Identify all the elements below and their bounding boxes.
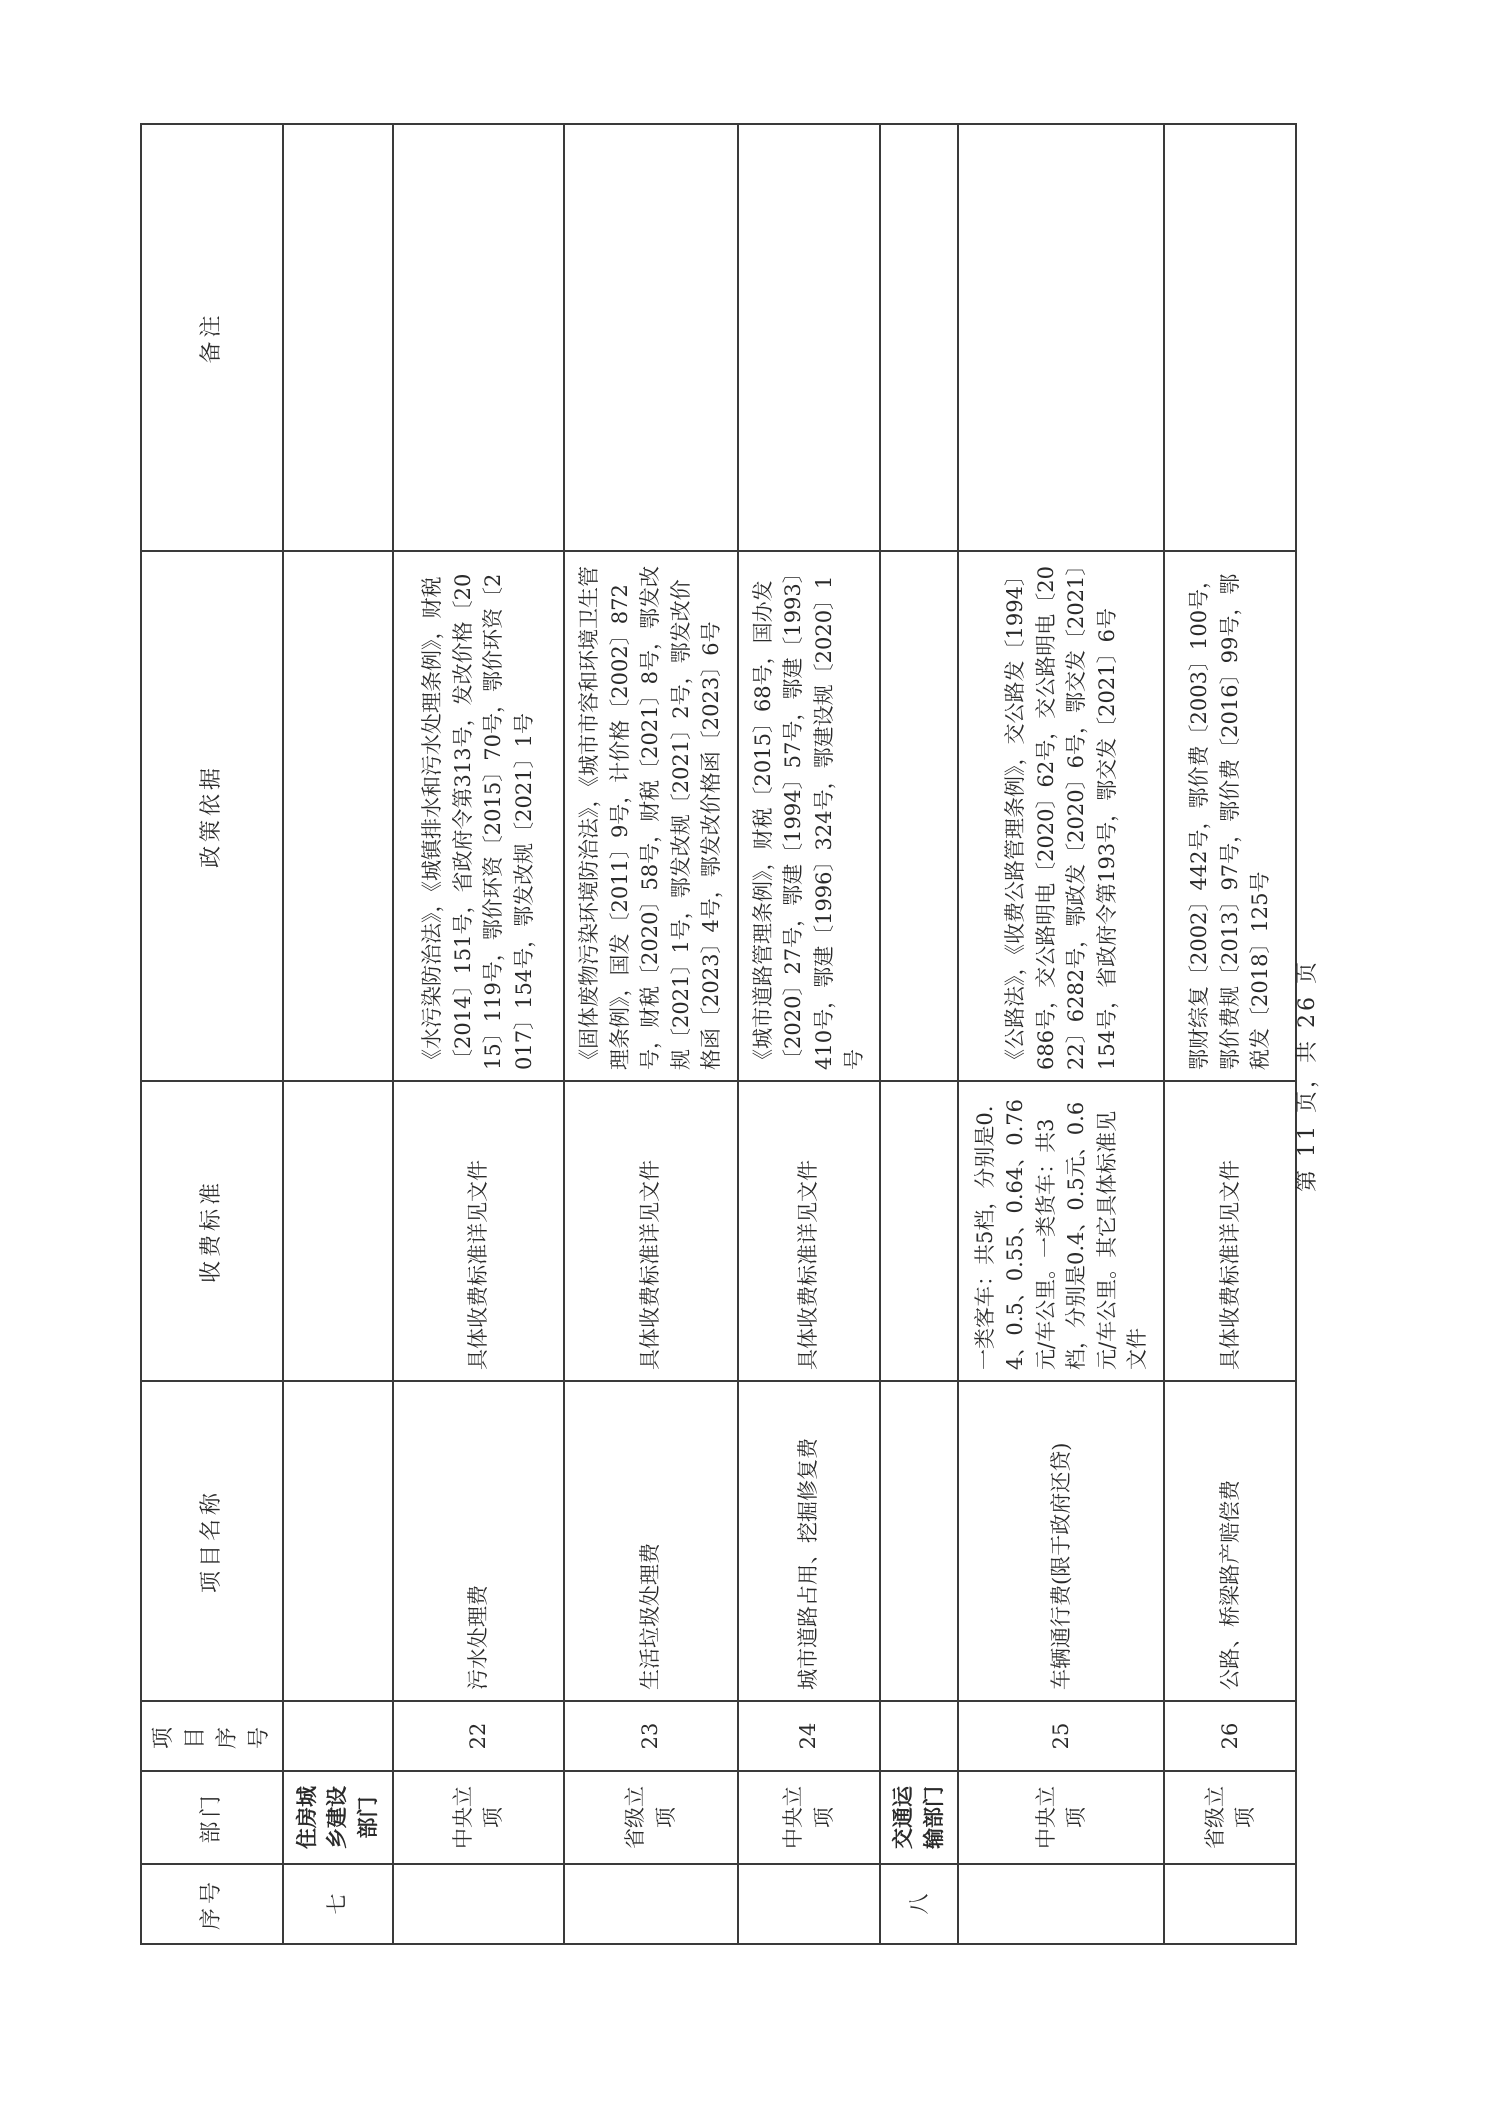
cell-dept: 中央立项 bbox=[393, 1771, 564, 1864]
cell-dept: 住房城乡建设部门 bbox=[283, 1771, 393, 1864]
table-row-section bbox=[283, 124, 393, 1944]
table-row bbox=[393, 124, 564, 1944]
cell-basis: 《水污染防治法》，《城镇排水和污水处理条例》，财税〔2014〕151号，省政府令第313号，发改价格〔2015〕119号，鄂价环资〔2015〕70号，鄂价环资〔2017〕154号，鄂发改规〔2021〕1号 bbox=[393, 551, 564, 1081]
cell-standard: 具体收费标准详见文件 bbox=[1164, 1081, 1296, 1381]
cell-seq: 八 bbox=[880, 1864, 958, 1944]
cell-standard: 具体收费标准详见文件 bbox=[393, 1081, 564, 1381]
cell-standard: 具体收费标准详见文件 bbox=[564, 1081, 738, 1381]
cell-seq bbox=[738, 1864, 880, 1944]
cell-seq: 七 bbox=[283, 1864, 393, 1944]
header-item-no: 项目序号 bbox=[141, 1701, 283, 1771]
cell-standard bbox=[283, 1081, 393, 1381]
cell-basis bbox=[880, 551, 958, 1081]
header-seq: 序号 bbox=[141, 1864, 283, 1944]
cell-dept: 省级立项 bbox=[564, 1771, 738, 1864]
cell-item-no bbox=[283, 1701, 393, 1771]
header-standard: 收费标准 bbox=[141, 1081, 283, 1381]
table-row bbox=[958, 124, 1164, 1944]
cell-remark bbox=[283, 124, 393, 551]
cell-basis: 鄂财综复〔2002〕442号，鄂价费〔2003〕100号，鄂价费规〔2013〕97号，鄂价费〔2016〕99号，鄂税发〔2018〕125号 bbox=[1164, 551, 1296, 1081]
cell-seq bbox=[393, 1864, 564, 1944]
cell-item-no: 23 bbox=[564, 1701, 738, 1771]
cell-standard: 具体收费标准详见文件 bbox=[738, 1081, 880, 1381]
cell-remark bbox=[738, 124, 880, 551]
fee-table bbox=[140, 123, 1297, 1945]
cell-item-name: 生活垃圾处理费 bbox=[564, 1381, 738, 1701]
cell-dept: 省级立项 bbox=[1164, 1771, 1296, 1864]
header-dept: 部门 bbox=[141, 1771, 283, 1864]
cell-basis: 《固体废物污染环境防治法》，《城市市容和环境卫生管理条例》，国发〔2011〕9号，计价格〔2002〕872号，财税〔2020〕58号，财税〔2021〕8号，鄂发改规〔2021〕1号，鄂发改规〔2021〕2号，鄂发改价格函〔2023〕4号，鄂发改价格函〔2023〕6号 bbox=[564, 551, 738, 1081]
cell-item-name: 污水处理费 bbox=[393, 1381, 564, 1701]
cell-seq bbox=[958, 1864, 1164, 1944]
cell-basis bbox=[283, 551, 393, 1081]
cell-remark bbox=[958, 124, 1164, 551]
cell-dept: 中央立项 bbox=[738, 1771, 880, 1864]
cell-remark bbox=[1164, 124, 1296, 551]
cell-basis: 《公路法》，《收费公路管理条例》，交公路发〔1994〕686号，交公路明电〔2020〕62号，交公路明电〔2022〕6282号，鄂政发〔2020〕6号，鄂交发〔2021〕154号，省政府令第193号，鄂交发〔2021〕6号 bbox=[958, 551, 1164, 1081]
cell-item-name: 公路、桥梁路产赔偿费 bbox=[1164, 1381, 1296, 1701]
table-row-section bbox=[880, 124, 958, 1944]
cell-standard bbox=[880, 1081, 958, 1381]
cell-remark bbox=[880, 124, 958, 551]
cell-item-name bbox=[880, 1381, 958, 1701]
cell-item-name bbox=[283, 1381, 393, 1701]
cell-dept: 交通运输部门 bbox=[880, 1771, 958, 1864]
table-row bbox=[738, 124, 880, 1944]
page-number-footer bbox=[1275, 955, 1335, 1195]
header-item-name: 项目名称 bbox=[141, 1381, 283, 1701]
cell-dept: 中央立项 bbox=[958, 1771, 1164, 1864]
cell-remark bbox=[393, 124, 564, 551]
header-remark: 备注 bbox=[141, 124, 283, 551]
cell-remark bbox=[564, 124, 738, 551]
cell-seq bbox=[1164, 1864, 1296, 1944]
cell-standard: 一类客车：共5档，分别是0.4、0.5、0.55、0.64、0.76元/车公里。一类货车：共3档，分别是0.4、0.5元、0.6元/车公里。其它具体标准见文件 bbox=[958, 1081, 1164, 1381]
cell-item-no: 26 bbox=[1164, 1701, 1296, 1771]
cell-item-name: 车辆通行费(限于政府还贷) bbox=[958, 1381, 1164, 1701]
cell-item-no: 22 bbox=[393, 1701, 564, 1771]
table-row bbox=[564, 124, 738, 1944]
cell-item-no bbox=[880, 1701, 958, 1771]
header-basis: 政策依据 bbox=[141, 551, 283, 1081]
cell-item-no: 25 bbox=[958, 1701, 1164, 1771]
cell-seq bbox=[564, 1864, 738, 1944]
page-number: 第 11 页，共 26 页 bbox=[1294, 958, 1320, 1192]
cell-item-no: 24 bbox=[738, 1701, 880, 1771]
cell-item-name: 城市道路占用、挖掘修复费 bbox=[738, 1381, 880, 1701]
rotated-page-content bbox=[140, 125, 1297, 1945]
table-header-row bbox=[141, 124, 283, 1944]
cell-basis: 《城市道路管理条例》，财税〔2015〕68号，国办发〔2020〕27号，鄂建〔1994〕57号，鄂建〔1993〕410号，鄂建〔1996〕324号，鄂建设规〔2020〕1号 bbox=[738, 551, 880, 1081]
